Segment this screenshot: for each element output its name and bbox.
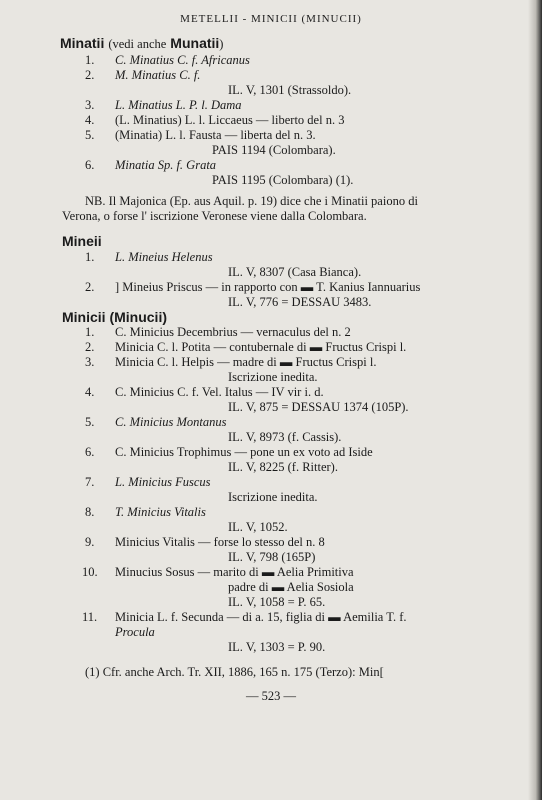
entry-name: Minicia C. l. Potita — contubernale di ▬ Fructus Crispi l. <box>115 340 407 354</box>
note-line: NB. Il Majonica (Ep. aus Aquil. p. 19) dice che i Minatii paiono di <box>85 194 418 208</box>
entry-number: 11. <box>82 610 98 624</box>
entry-number: 2. <box>85 280 95 294</box>
section-heading-minicii: Minicii (Minucii) <box>62 309 167 325</box>
footnote: (1) Cfr. anche Arch. Tr. XII, 1886, 165 n. 175 (Terzo): Min[ <box>85 665 384 679</box>
entry-reference: IL. V, 8307 (Casa Bianca). <box>228 265 362 279</box>
entry-name: Minicia L. f. Secunda — di a. 15, figlia di ▬ Aemilia T. f. <box>115 610 407 624</box>
entry-number: 5. <box>85 128 95 142</box>
entry-reference: Iscrizione inedita. <box>228 490 318 504</box>
entry-name: L. Minatius L. P. l. Dama <box>115 98 242 112</box>
entry-reference: IL. V, 798 (165P) <box>228 550 316 564</box>
entry-name: (Minatia) L. l. Fausta — liberta del n. 3. <box>115 128 316 142</box>
entry-reference: IL. V, 776 = DESSAU 3483. <box>228 295 372 309</box>
entry-number: 9. <box>85 535 95 549</box>
entry-number: 6. <box>85 445 95 459</box>
entry-number: 7. <box>85 475 95 489</box>
entry-reference: IL. V, 1301 (Strassoldo). <box>228 83 352 97</box>
entry-reference: PAIS 1194 (Colombara). <box>212 143 336 157</box>
entry-name: (L. Minatius) L. l. Liccaeus — liberto del n. 3 <box>115 113 345 127</box>
entry-reference: Iscrizione inedita. <box>228 370 318 384</box>
entry-reference: IL. V, 1058 = P. 65. <box>228 595 326 609</box>
entry-reference: IL. V, 8973 (f. Cassis). <box>228 430 342 444</box>
entry-number: 6. <box>85 158 95 172</box>
note-line: Verona, o forse l' iscrizione Veronese viene dalla Colombara. <box>62 209 367 223</box>
entry-name: L. Minicius Fuscus <box>115 475 211 489</box>
entry-name: C. Minicius Montanus <box>115 415 227 429</box>
entry-name: C. Minatius C. f. Africanus <box>115 53 250 67</box>
entry-name: L. Mineius Helenus <box>115 250 213 264</box>
entry-name: C. Minicius C. f. Vel. Italus — IV vir i. d. <box>115 385 324 399</box>
section-heading-mineii: Mineii <box>62 233 102 249</box>
entry-name: Minucius Sosus — marito di ▬ Aelia Primitiva <box>115 565 354 579</box>
entry-number: 1. <box>85 250 95 264</box>
running-header: METELLII - MINICII (MINUCII) <box>180 13 362 25</box>
entry-continuation: Procula <box>115 625 155 639</box>
entry-number: 3. <box>85 98 95 112</box>
entry-number: 4. <box>85 385 95 399</box>
entry-reference: IL. V, 1052. <box>228 520 288 534</box>
entry-name: Minatia Sp. f. Grata <box>115 158 217 172</box>
page-number: — 523 — <box>246 689 296 703</box>
entry-reference: IL. V, 8225 (f. Ritter). <box>228 460 338 474</box>
entry-number: 2. <box>85 340 95 354</box>
entry-name: C. Minicius Decembrius — vernaculus del n. 2 <box>115 325 351 339</box>
entry-number: 5. <box>85 415 95 429</box>
entry-number: 10. <box>82 565 98 579</box>
entry-reference: PAIS 1195 (Colombara) (1). <box>212 173 354 187</box>
entry-number: 4. <box>85 113 95 127</box>
entry-reference: IL. V, 875 = DESSAU 1374 (105P). <box>228 400 409 414</box>
entry-name: Minicia C. l. Helpis — madre di ▬ Fructus Crispi l. <box>115 355 377 369</box>
entry-name: ] Mineius Priscus — in rapporto con ▬ T. Kanius Iannuarius <box>115 280 421 294</box>
entry-name: T. Minicius Vitalis <box>115 505 206 519</box>
page-binding-shadow <box>528 0 542 800</box>
entry-number: 3. <box>85 355 95 369</box>
entry-name: C. Minicius Trophimus — pone un ex voto ad Iside <box>115 445 373 459</box>
entry-number: 1. <box>85 53 95 67</box>
entry-continuation: padre di ▬ Aelia Sosiola <box>228 580 354 594</box>
section-heading-minatii: Minatii (vedi anche Munatii) <box>60 35 224 51</box>
entry-reference: IL. V, 1303 = P. 90. <box>228 640 326 654</box>
entry-name: M. Minatius C. f. <box>115 68 201 82</box>
entry-name: Minicius Vitalis — forse lo stesso del n. 8 <box>115 535 325 549</box>
entry-number: 8. <box>85 505 95 519</box>
entry-number: 1. <box>85 325 95 339</box>
entry-number: 2. <box>85 68 95 82</box>
